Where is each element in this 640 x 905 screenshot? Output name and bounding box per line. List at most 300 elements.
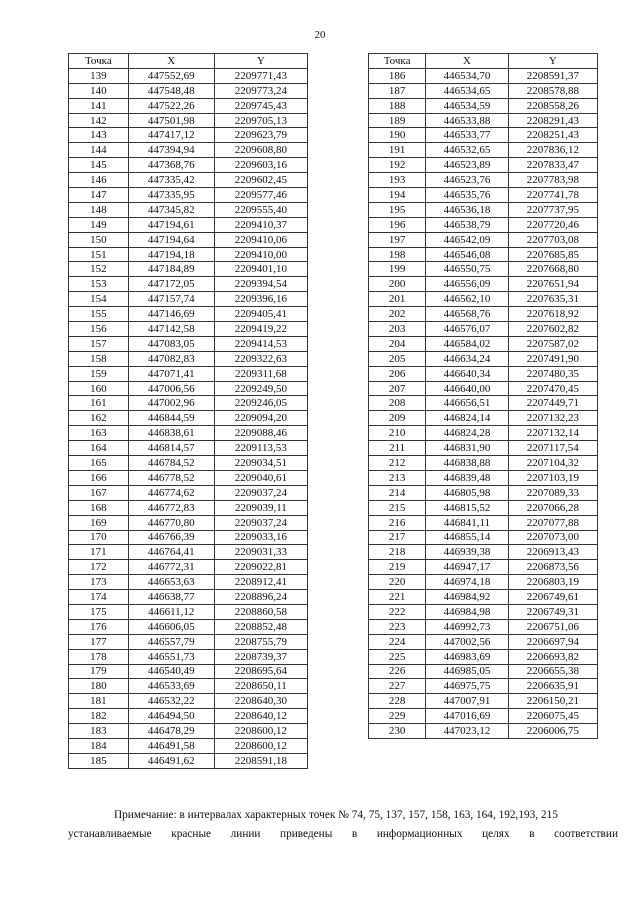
table-row	[69, 158, 308, 173]
point-number: 189	[369, 113, 426, 128]
y-coordinate: 2206075,45	[508, 709, 597, 724]
point-number: 158	[69, 351, 129, 366]
point-number: 149	[69, 217, 129, 232]
x-coordinate: 446772,83	[128, 500, 214, 515]
point-number: 161	[69, 396, 129, 411]
y-coordinate: 2209396,16	[214, 292, 307, 307]
point-number: 155	[69, 307, 129, 322]
y-coordinate: 2209603,16	[214, 158, 307, 173]
x-coordinate: 446494,50	[128, 709, 214, 724]
table-row	[69, 336, 308, 351]
y-coordinate: 2207103,19	[508, 470, 597, 485]
table-row	[369, 619, 598, 634]
x-coordinate: 447335,42	[128, 173, 214, 188]
x-coordinate: 446975,75	[426, 679, 508, 694]
point-number: 225	[369, 649, 426, 664]
x-coordinate: 447194,61	[128, 217, 214, 232]
x-coordinate: 446534,65	[426, 83, 508, 98]
x-coordinate: 446606,05	[128, 619, 214, 634]
y-coordinate: 2207104,32	[508, 456, 597, 471]
y-coordinate: 2206635,91	[508, 679, 597, 694]
x-coordinate: 446550,75	[426, 262, 508, 277]
point-number: 200	[369, 277, 426, 292]
point-number: 170	[69, 530, 129, 545]
y-coordinate: 2209034,51	[214, 456, 307, 471]
table-row	[369, 604, 598, 619]
y-coordinate: 2209037,24	[214, 485, 307, 500]
table-row	[369, 247, 598, 262]
x-coordinate: 446534,70	[426, 68, 508, 83]
table-row	[369, 485, 598, 500]
point-number: 193	[369, 173, 426, 188]
point-number: 154	[69, 292, 129, 307]
x-coordinate: 447157,74	[128, 292, 214, 307]
y-coordinate: 2207480,35	[508, 366, 597, 381]
x-coordinate: 446824,28	[426, 426, 508, 441]
x-coordinate: 446491,62	[128, 753, 214, 768]
point-number: 157	[69, 336, 129, 351]
y-coordinate: 2207651,94	[508, 277, 597, 292]
point-number: 142	[69, 113, 129, 128]
x-coordinate: 446770,80	[128, 515, 214, 530]
y-coordinate: 2209773,24	[214, 83, 307, 98]
table-row	[369, 634, 598, 649]
point-number: 183	[69, 724, 129, 739]
y-coordinate: 2207618,92	[508, 307, 597, 322]
point-number: 163	[69, 426, 129, 441]
table-row	[369, 545, 598, 560]
table-row	[369, 217, 598, 232]
x-coordinate: 446784,52	[128, 456, 214, 471]
y-coordinate: 2207602,82	[508, 322, 597, 337]
x-coordinate: 447417,12	[128, 128, 214, 143]
x-coordinate: 446551,73	[128, 649, 214, 664]
table-row	[369, 292, 598, 307]
x-coordinate: 446533,69	[128, 679, 214, 694]
y-coordinate: 2209771,43	[214, 68, 307, 83]
table-row	[69, 83, 308, 98]
y-coordinate: 2207668,80	[508, 262, 597, 277]
y-coordinate: 2208912,41	[214, 575, 307, 590]
y-coordinate: 2206655,38	[508, 664, 597, 679]
y-coordinate: 2207720,46	[508, 217, 597, 232]
y-coordinate: 2209033,16	[214, 530, 307, 545]
y-coordinate: 2206697,94	[508, 634, 597, 649]
point-number: 166	[69, 470, 129, 485]
point-number: 164	[69, 441, 129, 456]
header-y: Y	[508, 54, 597, 69]
y-coordinate: 2209419,22	[214, 322, 307, 337]
table-row	[69, 634, 308, 649]
x-coordinate: 446611,12	[128, 604, 214, 619]
point-number: 198	[369, 247, 426, 262]
y-coordinate: 2209410,00	[214, 247, 307, 262]
point-number: 167	[69, 485, 129, 500]
coordinates-table-left	[68, 53, 308, 769]
point-number: 176	[69, 619, 129, 634]
y-coordinate: 2208739,37	[214, 649, 307, 664]
y-coordinate: 2208591,18	[214, 753, 307, 768]
table-row	[69, 619, 308, 634]
point-number: 197	[369, 232, 426, 247]
point-number: 168	[69, 500, 129, 515]
table-row	[69, 545, 308, 560]
point-number: 146	[69, 173, 129, 188]
point-number: 214	[369, 485, 426, 500]
y-coordinate: 2208755,79	[214, 634, 307, 649]
table-row	[369, 575, 598, 590]
point-number: 160	[69, 381, 129, 396]
y-coordinate: 2209022,81	[214, 560, 307, 575]
table-row	[369, 396, 598, 411]
point-number: 165	[69, 456, 129, 471]
point-number: 173	[69, 575, 129, 590]
header-x: X	[128, 54, 214, 69]
table-row	[369, 68, 598, 83]
table-row	[69, 113, 308, 128]
x-coordinate: 446532,65	[426, 143, 508, 158]
point-number: 141	[69, 98, 129, 113]
table-row	[69, 694, 308, 709]
y-coordinate: 2208578,88	[508, 83, 597, 98]
point-number: 209	[369, 411, 426, 426]
table-row	[69, 292, 308, 307]
y-coordinate: 2208558,26	[508, 98, 597, 113]
point-number: 151	[69, 247, 129, 262]
point-number: 150	[69, 232, 129, 247]
y-coordinate: 2207073,00	[508, 530, 597, 545]
table-row	[69, 441, 308, 456]
y-coordinate: 2207635,31	[508, 292, 597, 307]
y-coordinate: 2207449,71	[508, 396, 597, 411]
point-number: 220	[369, 575, 426, 590]
x-coordinate: 446523,89	[426, 158, 508, 173]
x-coordinate: 446831,90	[426, 441, 508, 456]
point-number: 215	[369, 500, 426, 515]
y-coordinate: 2209311,68	[214, 366, 307, 381]
y-coordinate: 2208591,37	[508, 68, 597, 83]
table-row	[369, 188, 598, 203]
x-coordinate: 447368,76	[128, 158, 214, 173]
point-number: 199	[369, 262, 426, 277]
x-coordinate: 446638,77	[128, 590, 214, 605]
point-number: 190	[369, 128, 426, 143]
table-row	[69, 307, 308, 322]
table-row	[69, 247, 308, 262]
point-number: 227	[369, 679, 426, 694]
point-number: 217	[369, 530, 426, 545]
point-number: 216	[369, 515, 426, 530]
table-row	[69, 366, 308, 381]
point-number: 222	[369, 604, 426, 619]
point-number: 191	[369, 143, 426, 158]
y-coordinate: 2209410,37	[214, 217, 307, 232]
table-row	[369, 649, 598, 664]
x-coordinate: 446562,10	[426, 292, 508, 307]
x-coordinate: 446974,18	[426, 575, 508, 590]
table-row	[69, 590, 308, 605]
y-coordinate: 2209410,06	[214, 232, 307, 247]
point-number: 144	[69, 143, 129, 158]
point-number: 140	[69, 83, 129, 98]
y-coordinate: 2208852,48	[214, 619, 307, 634]
x-coordinate: 446766,39	[128, 530, 214, 545]
table-row	[69, 515, 308, 530]
point-number: 178	[69, 649, 129, 664]
table-row	[369, 411, 598, 426]
x-coordinate: 446568,76	[426, 307, 508, 322]
point-number: 203	[369, 322, 426, 337]
x-coordinate: 447194,18	[128, 247, 214, 262]
point-number: 208	[369, 396, 426, 411]
table-row	[369, 173, 598, 188]
x-coordinate: 447082,83	[128, 351, 214, 366]
table-row	[69, 709, 308, 724]
x-coordinate: 447007,91	[426, 694, 508, 709]
x-coordinate: 447548,48	[128, 83, 214, 98]
y-coordinate: 2207833,47	[508, 158, 597, 173]
table-row	[369, 456, 598, 471]
y-coordinate: 2207587,02	[508, 336, 597, 351]
y-coordinate: 2208695,64	[214, 664, 307, 679]
x-coordinate: 446523,76	[426, 173, 508, 188]
y-coordinate: 2209094,20	[214, 411, 307, 426]
table-row	[369, 709, 598, 724]
table-row	[69, 98, 308, 113]
y-coordinate: 2209577,46	[214, 188, 307, 203]
x-coordinate: 447172,05	[128, 277, 214, 292]
header-point: Точка	[69, 54, 129, 69]
point-number: 186	[369, 68, 426, 83]
x-coordinate: 446584,02	[426, 336, 508, 351]
table-row	[369, 590, 598, 605]
point-number: 192	[369, 158, 426, 173]
point-number: 212	[369, 456, 426, 471]
table-row	[369, 128, 598, 143]
point-number: 229	[369, 709, 426, 724]
x-coordinate: 447016,69	[426, 709, 508, 724]
y-coordinate: 2209745,43	[214, 98, 307, 113]
y-coordinate: 2209039,11	[214, 500, 307, 515]
y-coordinate: 2208600,12	[214, 738, 307, 753]
table-row	[369, 158, 598, 173]
table-row	[69, 604, 308, 619]
point-number: 210	[369, 426, 426, 441]
table-row	[369, 470, 598, 485]
x-coordinate: 446778,52	[128, 470, 214, 485]
point-number: 143	[69, 128, 129, 143]
x-coordinate: 446491,58	[128, 738, 214, 753]
x-coordinate: 446947,17	[426, 560, 508, 575]
point-number: 218	[369, 545, 426, 560]
x-coordinate: 447522,26	[128, 98, 214, 113]
x-coordinate: 447023,12	[426, 724, 508, 739]
table-row	[369, 441, 598, 456]
x-coordinate: 446536,18	[426, 202, 508, 217]
y-coordinate: 2207117,54	[508, 441, 597, 456]
x-coordinate: 446640,34	[426, 366, 508, 381]
table-row	[369, 694, 598, 709]
table-row	[69, 664, 308, 679]
table-row	[369, 336, 598, 351]
y-coordinate: 2209322,63	[214, 351, 307, 366]
table-row	[369, 98, 598, 113]
y-coordinate: 2207132,23	[508, 411, 597, 426]
y-coordinate: 2209113,53	[214, 441, 307, 456]
table-row	[69, 143, 308, 158]
point-number: 202	[369, 307, 426, 322]
y-coordinate: 2206693,82	[508, 649, 597, 664]
y-coordinate: 2206749,61	[508, 590, 597, 605]
point-number: 172	[69, 560, 129, 575]
x-coordinate: 446841,11	[426, 515, 508, 530]
table-row	[69, 530, 308, 545]
point-number: 206	[369, 366, 426, 381]
table-row	[369, 560, 598, 575]
point-number: 226	[369, 664, 426, 679]
table-row	[369, 277, 598, 292]
point-number: 184	[69, 738, 129, 753]
y-coordinate: 2207066,28	[508, 500, 597, 515]
y-coordinate: 2207783,98	[508, 173, 597, 188]
x-coordinate: 446538,79	[426, 217, 508, 232]
table-row	[69, 753, 308, 768]
table-row	[69, 68, 308, 83]
x-coordinate: 446546,08	[426, 247, 508, 262]
x-coordinate: 446939,38	[426, 545, 508, 560]
y-coordinate: 2206873,56	[508, 560, 597, 575]
y-coordinate: 2208860,58	[214, 604, 307, 619]
x-coordinate: 446815,52	[426, 500, 508, 515]
point-number: 156	[69, 322, 129, 337]
table-row	[69, 411, 308, 426]
x-coordinate: 446992,73	[426, 619, 508, 634]
point-number: 196	[369, 217, 426, 232]
point-number: 171	[69, 545, 129, 560]
point-number: 221	[369, 590, 426, 605]
point-number: 174	[69, 590, 129, 605]
table-row	[69, 381, 308, 396]
y-coordinate: 2209405,41	[214, 307, 307, 322]
x-coordinate: 446984,92	[426, 590, 508, 605]
table-row	[69, 560, 308, 575]
y-coordinate: 2209555,40	[214, 202, 307, 217]
y-coordinate: 2209608,80	[214, 143, 307, 158]
y-coordinate: 2207089,33	[508, 485, 597, 500]
y-coordinate: 2206006,75	[508, 724, 597, 739]
x-coordinate: 446542,09	[426, 232, 508, 247]
x-coordinate: 446984,98	[426, 604, 508, 619]
table-row	[69, 724, 308, 739]
point-number: 180	[69, 679, 129, 694]
y-coordinate: 2208640,12	[214, 709, 307, 724]
point-number: 205	[369, 351, 426, 366]
point-number: 139	[69, 68, 129, 83]
table-row	[69, 173, 308, 188]
y-coordinate: 2209037,24	[214, 515, 307, 530]
point-number: 223	[369, 619, 426, 634]
y-coordinate: 2208640,30	[214, 694, 307, 709]
table-row	[69, 485, 308, 500]
y-coordinate: 2209401,10	[214, 262, 307, 277]
y-coordinate: 2209414,53	[214, 336, 307, 351]
y-coordinate: 2209040,61	[214, 470, 307, 485]
point-number: 185	[69, 753, 129, 768]
table-row	[369, 679, 598, 694]
x-coordinate: 446535,76	[426, 188, 508, 203]
x-coordinate: 446839,48	[426, 470, 508, 485]
y-coordinate: 2208600,12	[214, 724, 307, 739]
table-row	[69, 426, 308, 441]
table-row	[369, 202, 598, 217]
point-number: 195	[369, 202, 426, 217]
table-row	[369, 426, 598, 441]
table-row	[369, 664, 598, 679]
y-coordinate: 2206913,43	[508, 545, 597, 560]
x-coordinate: 446772,31	[128, 560, 214, 575]
x-coordinate: 446557,79	[128, 634, 214, 649]
y-coordinate: 2207077,88	[508, 515, 597, 530]
point-number: 162	[69, 411, 129, 426]
point-number: 175	[69, 604, 129, 619]
x-coordinate: 446855,14	[426, 530, 508, 545]
y-coordinate: 2209623,79	[214, 128, 307, 143]
y-coordinate: 2208650,11	[214, 679, 307, 694]
x-coordinate: 446844,59	[128, 411, 214, 426]
table-row	[369, 232, 598, 247]
x-coordinate: 446478,29	[128, 724, 214, 739]
point-number: 153	[69, 277, 129, 292]
point-number: 182	[69, 709, 129, 724]
table-row	[69, 456, 308, 471]
point-number: 211	[369, 441, 426, 456]
x-coordinate: 447002,56	[426, 634, 508, 649]
table-row	[369, 500, 598, 515]
point-number: 207	[369, 381, 426, 396]
point-number: 201	[369, 292, 426, 307]
x-coordinate: 446805,98	[426, 485, 508, 500]
table-row	[69, 232, 308, 247]
x-coordinate: 446824,14	[426, 411, 508, 426]
point-number: 194	[369, 188, 426, 203]
table-row	[369, 724, 598, 739]
y-coordinate: 2207132,14	[508, 426, 597, 441]
x-coordinate: 447002,96	[128, 396, 214, 411]
table-header-row	[369, 54, 598, 69]
coordinates-table-right	[368, 53, 598, 739]
table-row	[69, 188, 308, 203]
y-coordinate: 2209394,54	[214, 277, 307, 292]
page-number: 20	[314, 29, 326, 41]
table-row	[69, 738, 308, 753]
y-coordinate: 2207685,85	[508, 247, 597, 262]
table-row	[369, 143, 598, 158]
table-row	[369, 351, 598, 366]
table-row	[69, 575, 308, 590]
table-row	[69, 679, 308, 694]
x-coordinate: 446532,22	[128, 694, 214, 709]
table-row	[369, 530, 598, 545]
point-number: 188	[369, 98, 426, 113]
x-coordinate: 446576,07	[426, 322, 508, 337]
table-row	[69, 322, 308, 337]
x-coordinate: 446534,59	[426, 98, 508, 113]
x-coordinate: 446656,51	[426, 396, 508, 411]
x-coordinate: 446640,00	[426, 381, 508, 396]
table-row	[69, 217, 308, 232]
x-coordinate: 447142,58	[128, 322, 214, 337]
point-number: 145	[69, 158, 129, 173]
